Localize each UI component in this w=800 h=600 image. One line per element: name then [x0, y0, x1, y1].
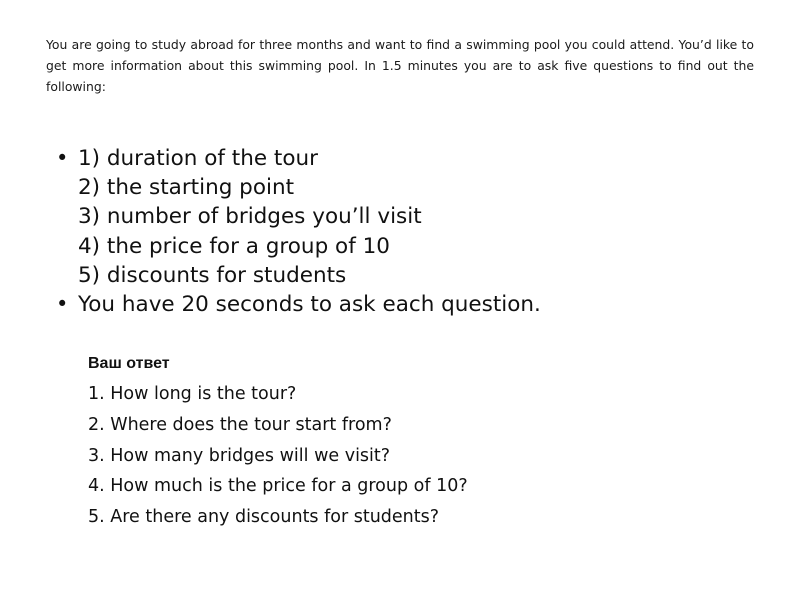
question-topic-2: 2) the starting point [78, 175, 295, 201]
answer-item-1: 1. How long is the tour? [88, 384, 297, 404]
task-bullet-list [56, 144, 756, 319]
question-topic-5: 5) discounts for students [78, 262, 347, 288]
bullet-marker: • [56, 292, 69, 317]
task-instructions: You are going to study abroad for three months and want to find a swimming pool you could attend. You’d like to get more information about this swimming pool. In 1.5 minutes you are to ask five questions to find out the following: [46, 37, 754, 94]
question-topic-1: 1) duration of the tour [78, 146, 318, 171]
answer-item-2: 2. Where does the tour start from? [88, 414, 392, 435]
bullet-item-questions [56, 144, 756, 290]
bullet-marker: • [56, 146, 69, 170]
answer-item-5: 5. Are there any discounts for students? [88, 507, 440, 528]
answer-list [88, 379, 708, 533]
answer-item-4: 4. How much is the price for a group of 10? [88, 476, 468, 497]
bullet-item-time-limit [56, 290, 756, 319]
answer-item-3: 3. How many bridges will we visit? [88, 445, 391, 466]
answer-section [88, 352, 708, 533]
time-limit-text: You have 20 seconds to ask each question. [78, 292, 541, 318]
question-topic-3: 3) number of bridges you’ll visit [78, 204, 422, 230]
question-topic-4: 4) the price for a group of 10 [78, 233, 390, 259]
answer-title: Ваш ответ [88, 355, 170, 372]
